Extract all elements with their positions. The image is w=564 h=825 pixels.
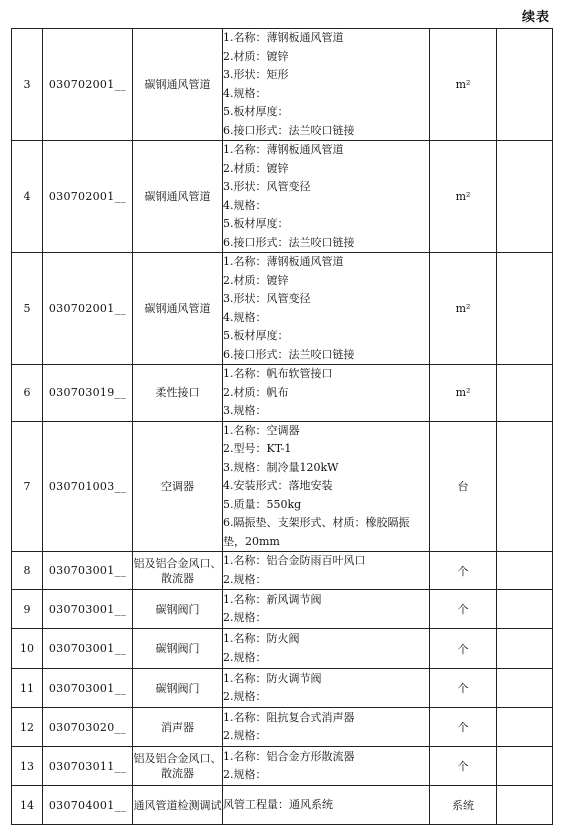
feature-line: 5.板材厚度： bbox=[223, 329, 289, 342]
item-features-cell bbox=[223, 747, 430, 786]
unit-cell: m² bbox=[430, 141, 497, 253]
item-code-cell: 030702001__ bbox=[43, 253, 133, 365]
item-code-cell: 030703001__ bbox=[43, 590, 133, 629]
feature-line: 2.材质：镀锌 bbox=[223, 49, 289, 63]
feature-line: 6.接口形式：法兰咬口链接 bbox=[223, 123, 355, 137]
item-code-cell: 030702001__ bbox=[43, 141, 133, 253]
row-number-cell: 7 bbox=[12, 421, 43, 552]
item-name-cell: 铝及铝合金风口、散流器 bbox=[133, 552, 223, 590]
quantity-cell bbox=[497, 552, 553, 590]
feature-line: 1.名称：新风调节阀 bbox=[223, 592, 322, 606]
table-row bbox=[12, 29, 553, 141]
feature-line: 3.形状：风管变径 bbox=[223, 180, 311, 193]
feature-line: 1.名称：空调器 bbox=[223, 423, 300, 437]
item-name-cell: 碳钢阀门 bbox=[133, 669, 223, 708]
unit-cell: 系统 bbox=[430, 786, 497, 825]
item-code-cell: 030703001__ bbox=[43, 669, 133, 708]
feature-line: 1.名称：铝合金防雨百叶风口 bbox=[223, 554, 366, 567]
feature-line: 4.规格： bbox=[223, 198, 267, 212]
unit-cell: 个 bbox=[430, 629, 497, 669]
feature-line: 6.接口形式：法兰咬口链接 bbox=[223, 235, 355, 249]
feature-line: 5.板材厚度： bbox=[223, 217, 289, 230]
feature-line: 6.接口形式：法兰咬口链接 bbox=[223, 347, 355, 361]
table-row bbox=[12, 747, 553, 786]
quantity-cell bbox=[497, 669, 553, 708]
table-row bbox=[12, 141, 553, 253]
row-number-cell: 8 bbox=[12, 552, 43, 590]
item-features-cell bbox=[223, 552, 430, 590]
feature-line: 5.板材厚度： bbox=[223, 105, 289, 118]
table-row bbox=[12, 365, 553, 422]
quantity-cell bbox=[497, 141, 553, 253]
item-code-cell: 030701003__ bbox=[43, 421, 133, 552]
bill-of-quantities-table bbox=[11, 28, 553, 825]
item-name-cell: 消声器 bbox=[133, 708, 223, 747]
feature-line: 1.名称：薄钢板通风管道 bbox=[223, 31, 344, 44]
item-name-cell: 铝及铝合金风口、散流器 bbox=[133, 747, 223, 786]
item-features-cell bbox=[223, 590, 430, 629]
item-name-cell: 柔性接口 bbox=[133, 365, 223, 422]
table-row bbox=[12, 786, 553, 825]
row-number-cell: 9 bbox=[12, 590, 43, 629]
item-code-cell: 030703011__ bbox=[43, 747, 133, 786]
item-features-cell bbox=[223, 708, 430, 747]
item-name-cell: 碳钢阀门 bbox=[133, 590, 223, 629]
table-row bbox=[12, 708, 553, 747]
table-row bbox=[12, 669, 553, 708]
feature-line: 1.名称：铝合金方形散流器 bbox=[223, 749, 355, 763]
quantity-cell bbox=[497, 29, 553, 141]
feature-line: 2.型号：KT-1 bbox=[223, 442, 292, 455]
row-number-cell: 13 bbox=[12, 747, 43, 786]
table-row bbox=[12, 552, 553, 590]
feature-line: 4.规格： bbox=[223, 86, 267, 100]
unit-cell: 个 bbox=[430, 747, 497, 786]
unit-cell: m² bbox=[430, 29, 497, 141]
feature-line: 风管工程量：通风系统 bbox=[223, 797, 333, 811]
feature-line: 2.规格： bbox=[223, 768, 267, 781]
item-features-cell bbox=[223, 786, 430, 825]
item-name-cell: 通风管道检测调试 bbox=[133, 786, 223, 825]
item-code-cell: 030703019__ bbox=[43, 365, 133, 422]
quantity-cell bbox=[497, 708, 553, 747]
quantity-cell bbox=[497, 253, 553, 365]
feature-line: 1.名称：帆布软管接口 bbox=[223, 367, 333, 380]
unit-cell: 个 bbox=[430, 669, 497, 708]
item-name-cell: 碳钢通风管道 bbox=[133, 29, 223, 141]
unit-cell: 个 bbox=[430, 590, 497, 629]
feature-line: 4.安装形式：落地安装 bbox=[223, 479, 333, 492]
quantity-cell bbox=[497, 421, 553, 552]
item-features-cell bbox=[223, 365, 430, 422]
feature-line: 2.规格： bbox=[223, 572, 267, 586]
unit-cell: m² bbox=[430, 253, 497, 365]
row-number-cell: 4 bbox=[12, 141, 43, 253]
feature-line: 3.形状：矩形 bbox=[223, 68, 289, 81]
quantity-cell bbox=[497, 747, 553, 786]
item-features-cell bbox=[223, 253, 430, 365]
feature-line: 5.质量：550kg bbox=[223, 497, 302, 511]
table-row bbox=[12, 629, 553, 669]
row-number-cell: 14 bbox=[12, 786, 43, 825]
item-name-cell: 空调器 bbox=[133, 421, 223, 552]
feature-line: 2.材质：帆布 bbox=[223, 385, 289, 399]
row-number-cell: 3 bbox=[12, 29, 43, 141]
table-row bbox=[12, 253, 553, 365]
continued-table-note: 续表 bbox=[521, 10, 550, 25]
quantity-cell bbox=[497, 786, 553, 825]
item-code-cell: 030703001__ bbox=[43, 629, 133, 669]
row-number-cell: 11 bbox=[12, 669, 43, 708]
feature-line: 2.规格： bbox=[223, 650, 267, 664]
table-row bbox=[12, 590, 553, 629]
feature-line: 1.名称：防火阀 bbox=[223, 632, 300, 645]
feature-line: 2.规格： bbox=[223, 690, 267, 703]
feature-line: 1.名称：薄钢板通风管道 bbox=[223, 255, 344, 268]
item-features-cell bbox=[223, 421, 430, 552]
item-features-cell bbox=[223, 141, 430, 253]
quantity-cell bbox=[497, 590, 553, 629]
feature-line: 2.材质：镀锌 bbox=[223, 161, 289, 175]
row-number-cell: 12 bbox=[12, 708, 43, 747]
feature-line: 1.名称：防火调节阀 bbox=[223, 671, 322, 685]
unit-cell: m² bbox=[430, 365, 497, 422]
row-number-cell: 5 bbox=[12, 253, 43, 365]
item-name-cell: 碳钢通风管道 bbox=[133, 253, 223, 365]
quantity-cell bbox=[497, 629, 553, 669]
feature-line: 3.规格： bbox=[223, 404, 267, 417]
unit-cell: 个 bbox=[430, 552, 497, 590]
feature-line: 4.规格： bbox=[223, 310, 267, 324]
row-number-cell: 6 bbox=[12, 365, 43, 422]
item-features-cell bbox=[223, 669, 430, 708]
feature-line: 3.规格：制冷量120kW bbox=[223, 460, 339, 474]
item-code-cell: 030703001__ bbox=[43, 552, 133, 590]
unit-cell: 台 bbox=[430, 421, 497, 552]
table-row bbox=[12, 421, 553, 552]
quantity-cell bbox=[497, 365, 553, 422]
feature-line: 6.隔振垫、支架形式、材质：橡胶隔振垫，20mm bbox=[223, 516, 410, 548]
feature-line: 1.名称：阻抗复合式消声器 bbox=[223, 710, 355, 724]
row-number-cell: 10 bbox=[12, 629, 43, 669]
unit-cell: 个 bbox=[430, 708, 497, 747]
feature-line: 1.名称：薄钢板通风管道 bbox=[223, 143, 344, 156]
item-features-cell bbox=[223, 29, 430, 141]
item-name-cell: 碳钢阀门 bbox=[133, 629, 223, 669]
item-name-cell: 碳钢通风管道 bbox=[133, 141, 223, 253]
feature-line: 2.规格： bbox=[223, 729, 267, 742]
feature-line: 2.规格： bbox=[223, 611, 267, 624]
item-code-cell: 030703020__ bbox=[43, 708, 133, 747]
feature-line: 2.材质：镀锌 bbox=[223, 273, 289, 287]
item-features-cell bbox=[223, 629, 430, 669]
item-code-cell: 030704001__ bbox=[43, 786, 133, 825]
feature-line: 3.形状：风管变径 bbox=[223, 292, 311, 305]
item-code-cell: 030702001__ bbox=[43, 29, 133, 141]
